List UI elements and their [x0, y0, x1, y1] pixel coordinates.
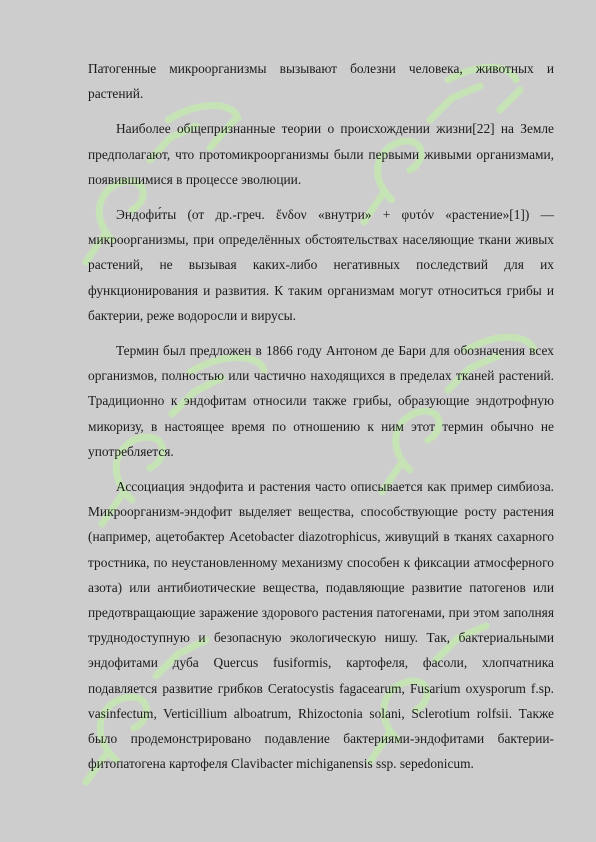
paragraph-pathogens: Патогенные микроорганизмы вызывают болезни человека, животных и растений. [88, 61, 554, 102]
paragraph-origin-theory: Наиболее общепризнанные теории о происхождении жизни[22] на Земле предполагают, что протомикроорганизмы были первыми живыми организмами, появившимися в процессе эволюции. [88, 121, 554, 187]
paragraph-term-history: Термин был предложен в 1866 году Антоном де Бари для обозначения всех организмов, полностью или частично находящихся в пределах тканей растений. Традиционно к эндофитам относили также грибы, образующие эндотрофную микоризу, в настоящее время по отношению к ним этот термин обычно не употребляется. [88, 343, 554, 459]
paragraph-symbiosis: Ассоциация эндофита и растения часто описывается как пример симбиоза. Микроорганизм-эндофит выделяет вещества, способствующие росту растения (например, ацетобактер Acetobacter diazotrophicus, живущий в тканях сахарного тростника, по неустановленному механизму способен к фиксации атмосферного азота) или антибиотические вещества, подавляющие развитие патогенов или предотвращающие заражение здорового растения патогенами, при этом заполняя труднодоступную и безопасную экологическую нишу. Так, бактериальными эндофитами дуба Quercus fusiformis, картофеля, фасоли, хлопчатника подавляется развитие грибков Ceratocystis fagacearum, Fusarium oxysporum f.sp. vasinfectum, Verticillium alboatrum, Rhizoctonia solani, Sclerotium rolfsii. Также было продемонстрировано подавление бактериями-эндофитами бактерии-фитопатогена картофеля Clavibacter michiganensis ssp. sepedonicum. [88, 479, 554, 772]
document-body [88, 56, 554, 776]
paragraph-endophytes: Эндофи́ты (от др.-греч. ἔνδον «внутри» + φυτόν «растение»[1]) — микроорганизмы, при определённых обстоятельствах населяющие ткани живых растений, не вызывая каких-либо негативных последствий для их функционирования и развития. К таким организмам могут относиться грибы и бактерии, реже водоросли и вирусы. [88, 207, 554, 323]
